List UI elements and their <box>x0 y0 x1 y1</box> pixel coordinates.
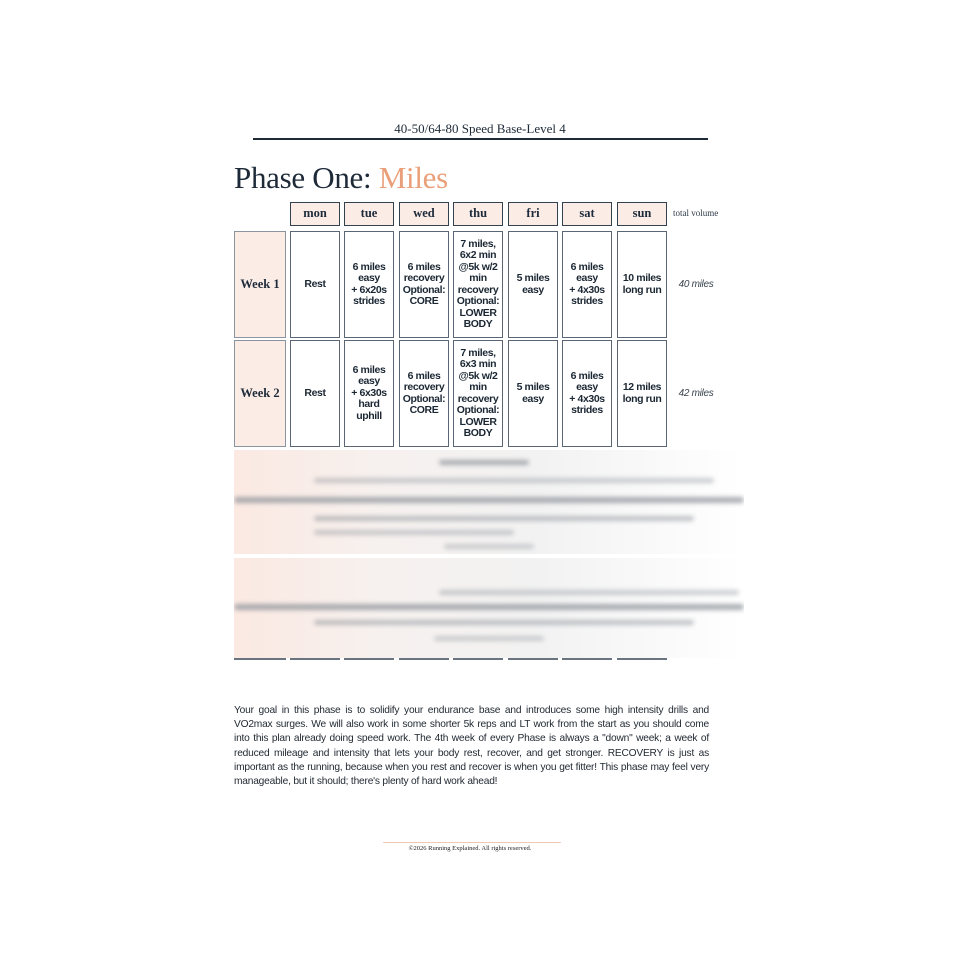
phase-title-prefix: Phase One: <box>234 160 379 195</box>
schedule-cell-text: 12 miles long run <box>622 381 662 405</box>
day-header-tue: tue <box>344 202 394 226</box>
blurred-text-line <box>314 620 694 625</box>
blurred-text-line <box>439 460 529 465</box>
schedule-cell-thu <box>453 340 503 447</box>
schedule-cell-text: 6 miles easy + 4x30s strides <box>569 369 605 416</box>
header-divider <box>253 138 708 140</box>
total-volume-header: total volume <box>673 208 719 218</box>
schedule-cell-text: 7 miles, 6x3 min @5k w/2 min recovery Optional: LOWER BODY <box>456 346 500 439</box>
schedule-cell-mon <box>290 340 340 447</box>
schedule-cell-sun <box>617 340 667 447</box>
blurred-week-row <box>234 558 744 658</box>
schedule-cell-fri <box>508 340 558 447</box>
schedule-cell-text: 7 miles, 6x2 min @5k w/2 min recovery Optional: LOWER BODY <box>456 237 500 330</box>
week-total-volume: 42 miles <box>678 388 714 399</box>
schedule-cell-fri <box>508 231 558 338</box>
schedule-cell-sun <box>617 231 667 338</box>
grid-bottom-edge <box>617 658 667 660</box>
schedule-cell-text: Rest <box>304 386 326 399</box>
day-header-wed: wed <box>399 202 449 226</box>
schedule-cell-text: 6 miles recovery Optional: CORE <box>402 260 446 307</box>
grid-bottom-edge <box>562 658 612 660</box>
schedule-cell-text: 6 miles recovery Optional: CORE <box>402 369 446 416</box>
week-label: Week 2 <box>234 340 286 447</box>
day-header-sat: sat <box>562 202 612 226</box>
schedule-cell-text: 6 miles easy + 4x30s strides <box>569 260 605 307</box>
phase-title-accent: Miles <box>378 160 448 195</box>
footer-divider <box>383 842 561 843</box>
schedule-cell-text: 6 miles easy + 6x20s strides <box>351 260 387 307</box>
schedule-cell-text: Rest <box>304 277 326 290</box>
day-header-mon: mon <box>290 202 340 226</box>
blurred-text-line <box>444 544 534 549</box>
schedule-cell-mon <box>290 231 340 338</box>
schedule-cell-text: 10 miles long run <box>622 272 662 296</box>
schedule-cell-wed <box>399 231 449 338</box>
schedule-cell-text: 6 miles easy + 6x30s hard uphill <box>351 363 387 422</box>
grid-bottom-edge <box>290 658 340 660</box>
grid-bottom-edge <box>453 658 503 660</box>
day-header-thu: thu <box>453 202 503 226</box>
grid-bottom-edge <box>234 658 286 660</box>
schedule-cell-sat <box>562 340 612 447</box>
blurred-text-line <box>314 516 694 521</box>
schedule-cell-text: 5 miles easy <box>516 272 550 296</box>
schedule-cell-thu <box>453 231 503 338</box>
blurred-text-line <box>234 497 744 503</box>
schedule-cell-sat <box>562 231 612 338</box>
schedule-cell-tue <box>344 231 394 338</box>
blurred-week-row <box>234 450 744 554</box>
week-label: Week 1 <box>234 231 286 338</box>
day-header-fri: fri <box>508 202 558 226</box>
blurred-text-line <box>439 590 739 595</box>
blurred-text-line <box>434 636 544 641</box>
schedule-cell-wed <box>399 340 449 447</box>
phase-title <box>234 160 448 196</box>
grid-bottom-edge <box>508 658 558 660</box>
schedule-cell-tue <box>344 340 394 447</box>
blurred-text-line <box>314 478 714 483</box>
schedule-cell-text: 5 miles easy <box>516 381 550 405</box>
grid-bottom-edge <box>344 658 394 660</box>
blurred-text-line <box>234 604 744 610</box>
document-header-title: 40-50/64-80 Speed Base-Level 4 <box>394 121 566 136</box>
day-header-sun: sun <box>617 202 667 226</box>
copyright-footer: ©2026 Running Explained. All rights reserved. <box>408 845 532 852</box>
phase-description: Your goal in this phase is to solidify your endurance base and introduces some high intensity drills and VO2max surges. We will also work in some shorter 5k reps and LT work from the start as you should come into this plan already doing speed work. The 4th week of every Phase is always a "down" week; a week of reduced mileage and intensity that lets your body rest, recover, and get stronger. RECOVERY is just as important as the running, because when you rest and recover is when you get fitter! This phase may feel very manageable, but it should; there's plenty of hard work ahead! <box>234 705 709 788</box>
blurred-text-line <box>314 530 514 535</box>
week-total-volume: 40 miles <box>678 279 714 290</box>
grid-bottom-edge <box>399 658 449 660</box>
